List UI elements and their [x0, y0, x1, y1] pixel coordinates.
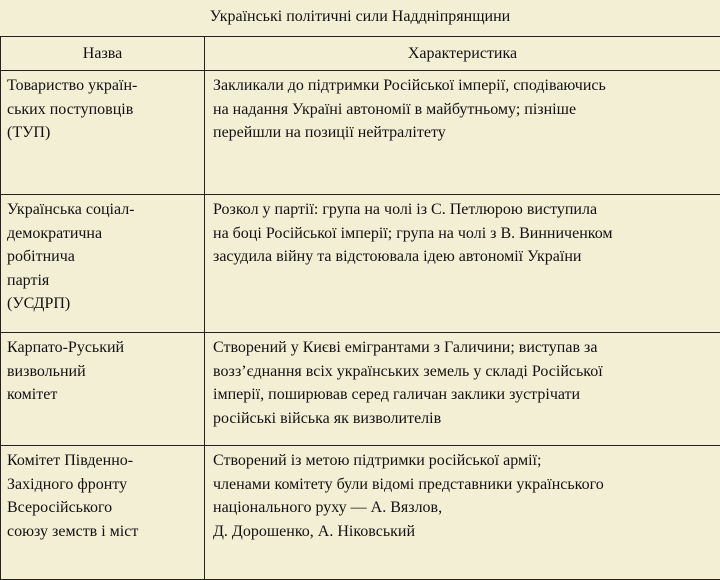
- cell-line: Створений у Києві емігрантами з Галичини; виступав за: [213, 336, 714, 360]
- cell-line: засудила війну та відстоювала ідею автономії України: [213, 245, 714, 269]
- cell-line: союзу земств і міст: [7, 520, 200, 544]
- cell-line: національного руху — А. Вязлов,: [213, 496, 714, 520]
- header-row: [1, 37, 720, 71]
- cell-line: російські війська як визволителів: [213, 407, 714, 431]
- cell-line: на боці Російської імперії; група на чолі з В. Винниченком: [213, 222, 714, 246]
- cell-name: [1, 71, 205, 195]
- cell-description: [205, 333, 720, 446]
- cell-line: ських поступовців: [7, 98, 200, 122]
- cell-description: [205, 71, 720, 195]
- header-name: Назва: [1, 37, 205, 71]
- cell-line: Західного фронту: [7, 473, 200, 497]
- cell-description: [205, 195, 720, 333]
- cell-name: [1, 446, 205, 580]
- cell-line: членами комітету були відомі представники українського: [213, 473, 714, 497]
- header-description: Характеристика: [205, 37, 720, 71]
- cell-name: [1, 333, 205, 446]
- cell-line: Д. Дорошенко, А. Ніковський: [213, 520, 714, 544]
- cell-line: комітет: [7, 383, 200, 407]
- table-row: [1, 446, 720, 580]
- cell-line: перейшли на позиції нейтралітету: [213, 121, 714, 145]
- cell-line: робітнича: [7, 245, 200, 269]
- cell-line: Створений із метою підтримки російської армії;: [213, 449, 714, 473]
- table-row: [1, 195, 720, 333]
- cell-line: Українська соціал-: [7, 198, 200, 222]
- cell-line: Закликали до підтримки Російської імперії, сподіваючись: [213, 74, 714, 98]
- cell-line: Всеросійського: [7, 496, 200, 520]
- cell-line: Розкол у партії: група на чолі із С. Петлюрою виступила: [213, 198, 714, 222]
- cell-line: (ТУП): [7, 121, 200, 145]
- cell-line: імперії, поширював серед галичан заклики зустрічати: [213, 383, 714, 407]
- cell-line: Карпато-Руський: [7, 336, 200, 360]
- cell-description: [205, 446, 720, 580]
- table-row: [1, 333, 720, 446]
- table-row: [1, 71, 720, 195]
- cell-line: партія: [7, 269, 200, 293]
- cell-line: на надання Україні автономії в майбутньому; пізніше: [213, 98, 714, 122]
- cell-line: (УСДРП): [7, 292, 200, 316]
- cell-name: [1, 195, 205, 333]
- cell-line: Товариство україн-: [7, 74, 200, 98]
- political-forces-table: [0, 36, 720, 580]
- cell-line: возз’єднання всіх українських земель у складі Російської: [213, 360, 714, 384]
- cell-line: демократична: [7, 222, 200, 246]
- cell-line: визвольний: [7, 360, 200, 384]
- table-title: Українські політичні сили Наддніпрянщини: [0, 0, 720, 36]
- cell-line: Комітет Південно-: [7, 449, 200, 473]
